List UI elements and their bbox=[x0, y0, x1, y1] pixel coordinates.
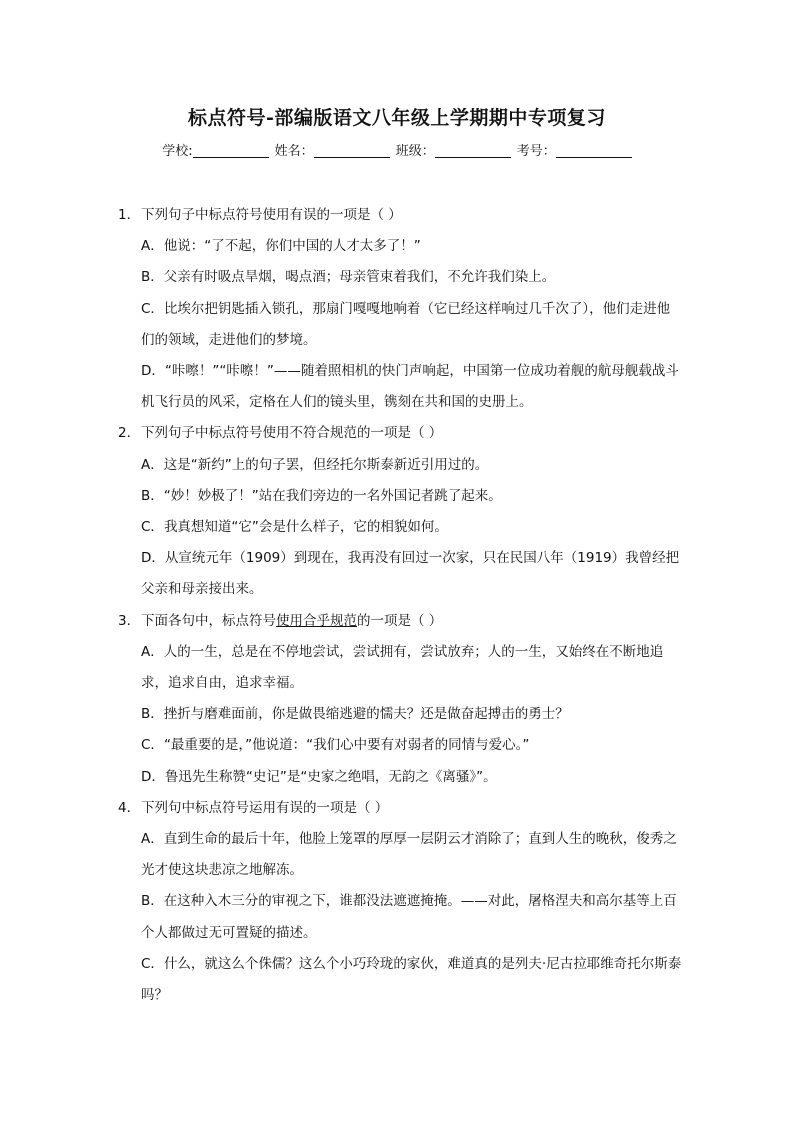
option-label: B． bbox=[141, 487, 164, 504]
option-label: C． bbox=[141, 955, 164, 972]
exam-number-field[interactable] bbox=[556, 143, 632, 158]
option-text: “妙！妙极了！”站在我们旁边的一名外国记者跳了起来。 bbox=[163, 487, 502, 504]
question-4 bbox=[118, 793, 683, 1011]
question-stem bbox=[118, 200, 683, 231]
option-label: C． bbox=[141, 519, 164, 536]
question-text: 下列句中标点符号运用有误的一项是（ ） bbox=[141, 799, 389, 816]
option-label: D． bbox=[141, 768, 165, 785]
question-3 bbox=[118, 606, 683, 793]
option-label: C． bbox=[141, 737, 164, 754]
option-text: 什么，就这么个侏儒？这么个小巧玲珑的家伙，难道真的是列夫·尼古拉耶维奇托尔斯泰吗？ bbox=[141, 955, 682, 1004]
option-label: D． bbox=[141, 550, 165, 567]
option-d bbox=[118, 356, 683, 418]
option-c bbox=[118, 512, 683, 543]
school-field[interactable] bbox=[193, 143, 269, 158]
option-text: 人的一生，总是在不停地尝试，尝试拥有，尝试放弃；人的一生，又始终在不断地追求，追求自由，追求幸福。 bbox=[141, 643, 664, 692]
option-b bbox=[118, 886, 683, 948]
option-text: “最重要的是，”他说道：“我们心中要有对弱者的同情与爱心。” bbox=[163, 737, 530, 754]
question-number: 2． bbox=[118, 425, 141, 442]
option-label: A． bbox=[141, 456, 164, 473]
option-text: 挫折与磨难面前，你是做畏缩逃避的懦夫？还是做奋起搏击的勇士？ bbox=[163, 706, 569, 723]
option-a bbox=[118, 231, 683, 262]
option-label: A． bbox=[141, 643, 164, 660]
option-d bbox=[118, 762, 683, 793]
option-text: “咔嚓！”“咔嚓！”——随着照相机的快门声响起，中国第一位成功着舰的航母舰载战斗机飞行员的风采，定格在人们的镜头里，镌刻在共和国的史册上。 bbox=[141, 363, 679, 411]
question-1 bbox=[118, 200, 683, 418]
question-number: 4． bbox=[118, 799, 141, 816]
option-text: 他说：“了不起，你们中国的人才太多了！” bbox=[163, 238, 421, 255]
option-b bbox=[118, 481, 683, 512]
option-b bbox=[118, 699, 683, 730]
question-text-pre: 下面各句中，标点符号 bbox=[141, 612, 276, 629]
option-text: 鲁迅先生称赞“史记”是“史家之绝唱，无韵之《离骚》”。 bbox=[164, 768, 497, 785]
question-text: 下列句子中标点符号使用不符合规范的一项是（ ） bbox=[141, 425, 443, 442]
question-number: 1． bbox=[118, 207, 141, 223]
option-text: 比埃尔把钥匙插入锁孔，那扇门嘎嘎地响着（它已经这样响过几千次了），他们走进他们的领域，走进他们的梦境。 bbox=[141, 300, 671, 348]
exam-number-label: 考号： bbox=[516, 144, 556, 159]
option-label: C． bbox=[141, 300, 164, 317]
name-label: 姓名： bbox=[274, 144, 314, 159]
question-text-underlined: 使用合乎规范 bbox=[276, 612, 357, 629]
option-label: A． bbox=[141, 238, 164, 255]
option-a bbox=[118, 450, 683, 481]
option-text: 直到生命的最后十年，他脸上笼罩的厚厚一层阴云才消除了；直到人生的晚秋，俊秀之光才使这块悲凉之地解冻。 bbox=[141, 831, 677, 879]
option-text: 从宣统元年（1909）到现在，我再没有回过一次家，只在民国八年（1919）我曾经把父亲和母亲接出来。 bbox=[141, 550, 680, 598]
class-label: 班级： bbox=[395, 144, 435, 159]
name-field[interactable] bbox=[314, 143, 390, 158]
option-label: B． bbox=[141, 269, 164, 286]
option-c bbox=[118, 294, 683, 356]
student-info-line bbox=[0, 140, 794, 159]
question-stem bbox=[118, 606, 683, 637]
page-title: 标点符号-部编版语文八年级上学期期中专项复习 bbox=[188, 107, 606, 129]
option-label: D． bbox=[141, 363, 165, 380]
option-d bbox=[118, 543, 683, 605]
class-field[interactable] bbox=[435, 143, 511, 158]
option-label: B． bbox=[141, 893, 164, 910]
option-a bbox=[118, 824, 683, 886]
option-label: A． bbox=[141, 831, 164, 848]
option-text: 父亲有时吸点旱烟，喝点酒；母亲管束着我们，不允许我们染上。 bbox=[163, 269, 556, 286]
option-c bbox=[118, 949, 683, 1011]
question-list bbox=[118, 200, 683, 1011]
question-text-post: 的一项是（ ） bbox=[357, 612, 443, 629]
option-c bbox=[118, 730, 683, 761]
option-a bbox=[118, 637, 683, 699]
question-stem bbox=[118, 418, 683, 449]
question-number: 3． bbox=[118, 612, 141, 629]
option-label: B． bbox=[141, 706, 164, 723]
option-text: 这是“新约”上的句子罢，但经托尔斯泰新近引用过的。 bbox=[163, 456, 489, 473]
option-text: 我真想知道“它”会是什么样子，它的相貌如何。 bbox=[163, 519, 448, 536]
school-label: 学校: bbox=[162, 144, 193, 159]
option-text: 在这种入木三分的审视之下，谁都没法遮遮掩掩。——对此，屠格涅夫和高尔基等上百个人都做过无可置疑的描述。 bbox=[141, 893, 677, 941]
question-text: 下列句子中标点符号使用有误的一项是（ ） bbox=[141, 207, 402, 223]
option-b bbox=[118, 262, 683, 293]
question-stem bbox=[118, 793, 683, 824]
question-2 bbox=[118, 418, 683, 605]
